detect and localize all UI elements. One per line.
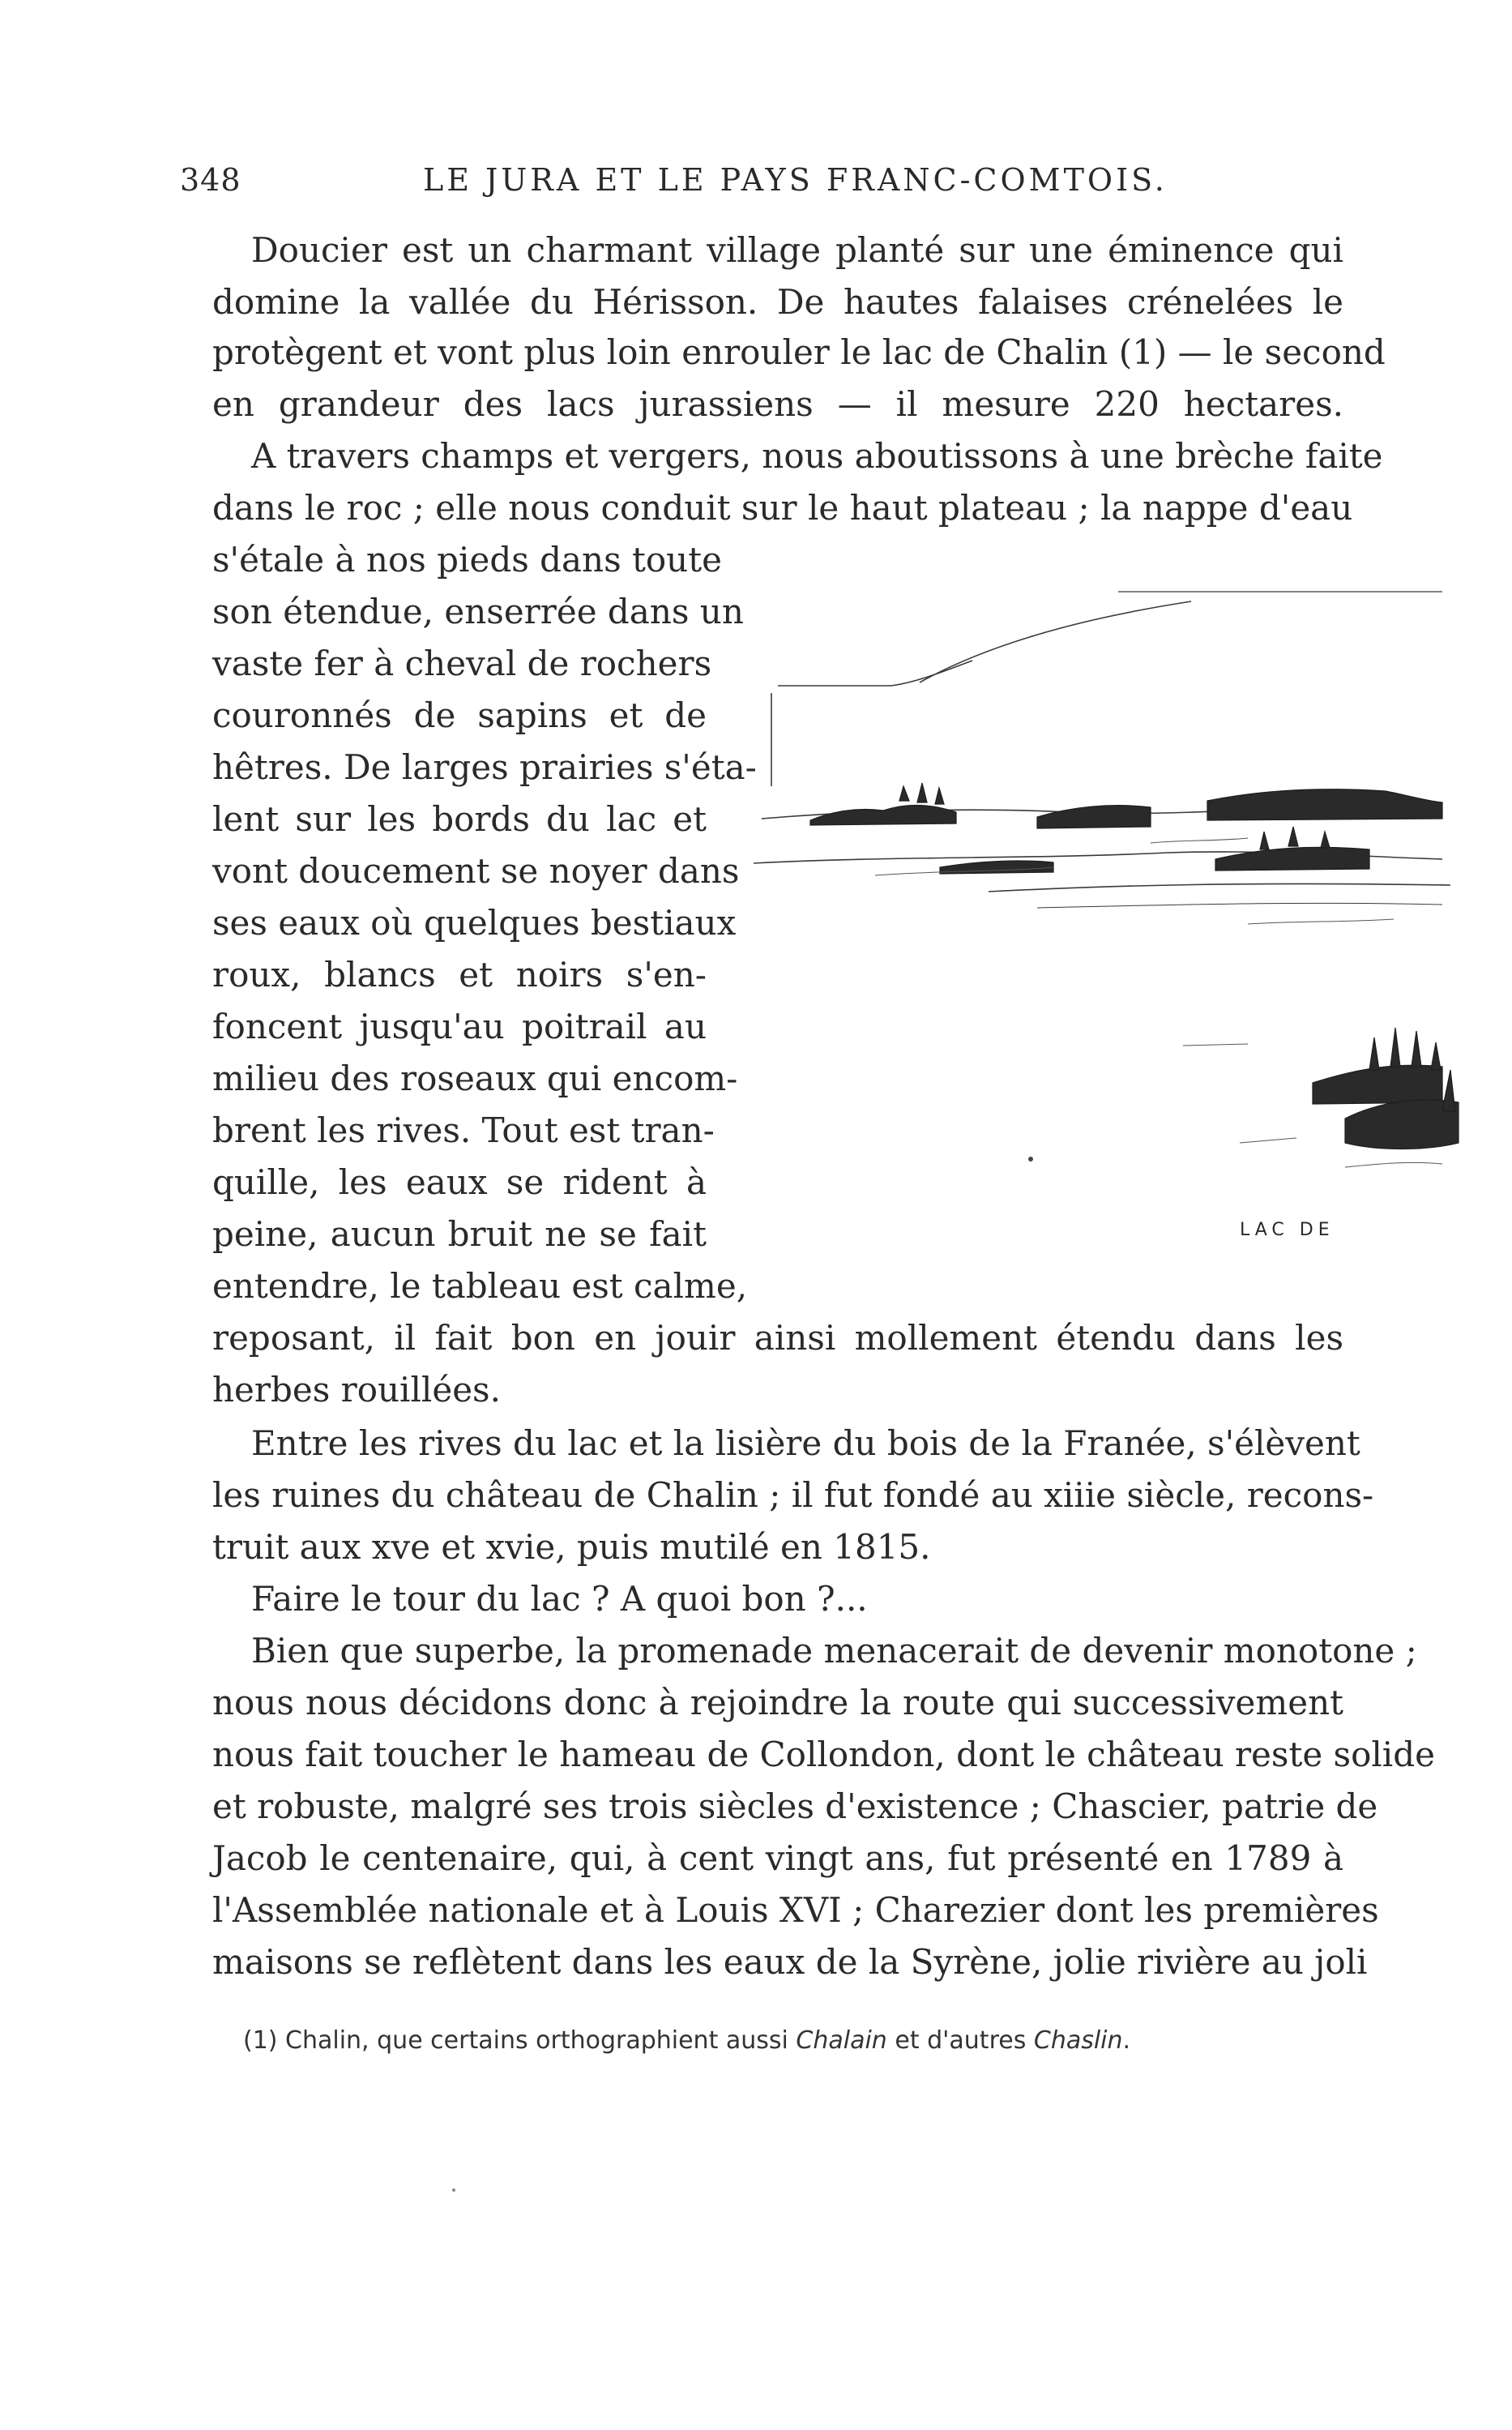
illustration-caption: LAC DE	[1240, 1220, 1335, 1240]
footnote-italic-chaslin: Chaslin	[1033, 2026, 1123, 2055]
text-line: truit aux xve et xvie, puis mutilé en 1815.	[212, 1527, 931, 1567]
print-speck	[452, 2188, 455, 2192]
text-line: roux, blancs et noirs s'en-	[212, 955, 707, 995]
text-line: couronnés de sapins et de	[212, 695, 707, 735]
text-line: lent sur les bords du lac et	[212, 799, 707, 839]
footnote-text: (1) Chalin, que certains orthographient aussi	[243, 2026, 797, 2055]
text-line: reposant, il fait bon en jouir ainsi mollement étendu dans les	[212, 1318, 1343, 1358]
text-line: quille, les eaux se rident à	[212, 1162, 707, 1202]
text-line: peine, aucun bruit ne se fait	[212, 1214, 707, 1254]
text-line: brent les rives. Tout est tran-	[212, 1110, 715, 1150]
text-line: ses eaux où quelques bestiaux	[212, 903, 737, 943]
text-line: son étendue, enserrée dans un	[212, 592, 744, 631]
text-line: milieu des roseaux qui encom-	[212, 1059, 738, 1098]
text-line: les ruines du château de Chalin ; il fut fondé au xiiie siècle, recons-	[212, 1475, 1374, 1515]
text-line: Faire le tour du lac ? A quoi bon ?...	[251, 1579, 868, 1619]
text-line: entendre, le tableau est calme,	[212, 1266, 748, 1306]
text-line: domine la vallée du Hérisson. De hautes falaises crénelées le	[212, 282, 1343, 322]
footnote-italic-chalain: Chalain	[796, 2026, 887, 2055]
text-line: nous fait toucher le hameau de Collondon, dont le château reste solide	[212, 1735, 1435, 1774]
running-header	[180, 162, 1343, 211]
text-line: s'étale à nos pieds dans toute	[212, 540, 722, 580]
text-line: A travers champs et vergers, nous aboutissons à une brèche faite	[251, 436, 1383, 476]
text-line: Doucier est un charmant village planté sur une éminence qui	[251, 230, 1343, 270]
text-line: et robuste, malgré ses trois siècles d'existence ; Chascier, patrie de	[212, 1786, 1378, 1826]
text-line: vaste fer à cheval de rochers	[212, 644, 712, 683]
text-line: herbes rouillées.	[212, 1370, 501, 1410]
footnote-text: .	[1122, 2026, 1131, 2055]
lake-illustration	[729, 584, 1507, 1256]
text-line: hêtres. De larges prairies s'éta-	[212, 747, 757, 787]
text-line: nous nous décidons donc à rejoindre la route qui successivement	[212, 1683, 1343, 1722]
text-line: maisons se reflètent dans les eaux de la Syrène, jolie rivière au joli	[212, 1942, 1368, 1982]
text-line: l'Assemblée nationale et à Louis XVI ; Charezier dont les premières	[212, 1890, 1379, 1930]
text-line: Entre les rives du lac et la lisière du bois de la Franée, s'élèvent	[251, 1423, 1360, 1463]
text-line: foncent jusqu'au poitrail au	[212, 1007, 707, 1046]
footnote	[243, 2026, 1130, 2055]
page-number: 348	[180, 162, 241, 198]
text-line: protègent et vont plus loin enrouler le lac de Chalin (1) — le second	[212, 332, 1386, 372]
text-line: Bien que superbe, la promenade menacerait de devenir monotone ;	[251, 1631, 1417, 1671]
text-line: en grandeur des lacs jurassiens — il mesure 220 hectares.	[212, 384, 1343, 424]
text-line: dans le roc ; elle nous conduit sur le haut plateau ; la nappe d'eau	[212, 488, 1353, 528]
text-line: Jacob le centenaire, qui, à cent vingt ans, fut présenté en 1789 à	[212, 1838, 1343, 1878]
running-title: LE JURA ET LE PAYS FRANC-COMTOIS.	[423, 162, 1168, 198]
text-line: vont doucement se noyer dans	[212, 851, 740, 891]
footnote-text: et d'autres	[886, 2026, 1034, 2055]
